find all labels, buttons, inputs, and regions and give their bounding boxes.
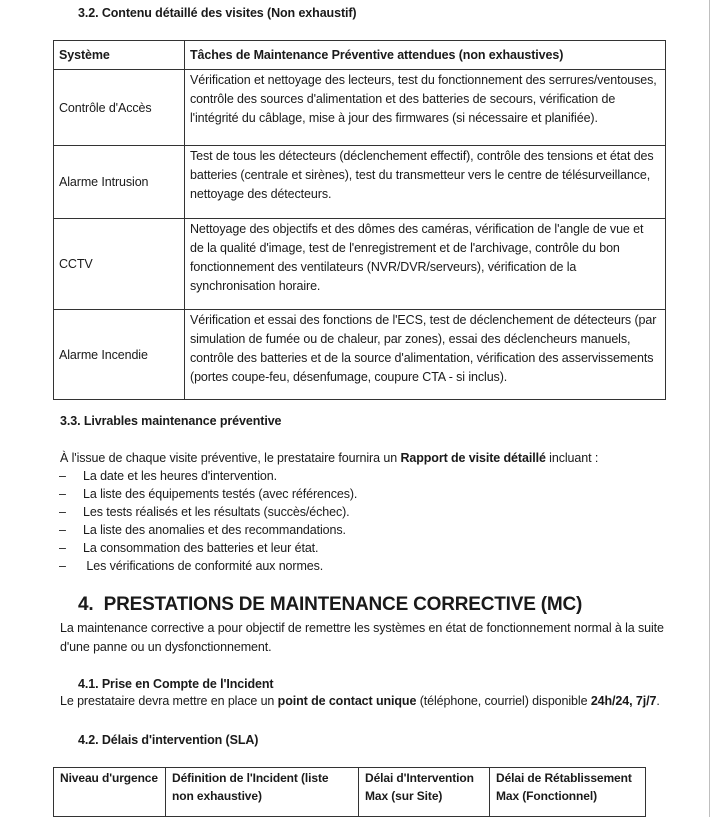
table-row	[54, 146, 666, 219]
sla-table	[53, 767, 646, 817]
dash-bullet: –	[59, 523, 66, 537]
table-row	[54, 219, 666, 310]
intro-text-end: incluant :	[545, 451, 599, 465]
section-4-intro	[60, 619, 664, 657]
dash-bullet: –	[59, 559, 66, 573]
deliverables-list	[59, 467, 357, 575]
row-system: Alarme Intrusion	[54, 146, 185, 219]
header-intervention-delay: Délai d'Intervention Max (sur Site)	[359, 768, 490, 817]
header-tasks: Tâches de Maintenance Préventive attendues (non exhaustives)	[185, 41, 666, 70]
intro-line: La maintenance corrective a pour objectif de remettre les systèmes en état de fonctionnement normal à la suite	[60, 621, 664, 635]
dash-bullet: –	[59, 469, 66, 483]
list-item-text: Les vérifications de conformité aux normes.	[83, 559, 324, 573]
section-3-2-title: 3.2. Contenu détaillé des visites (Non exhaustif)	[78, 6, 357, 20]
list-item	[59, 467, 357, 485]
text-part: Le prestataire devra mettre en place un	[60, 694, 278, 708]
section-4-title: 4. PRESTATIONS DE MAINTENANCE CORRECTIVE (MC)	[78, 594, 583, 615]
section-4-1-text	[60, 692, 660, 711]
header-urgency: Niveau d'urgence	[54, 768, 166, 817]
list-item-text: La liste des équipements testés (avec références).	[83, 487, 358, 501]
deliverables-intro	[60, 449, 598, 468]
row-tasks: Test de tous les détecteurs (déclenchement effectif), contrôle des tensions et état des batteries (centrale et sirènes), test du transmetteur vers le centre de télésurveillance, nettoyage des détecteurs.	[185, 146, 666, 219]
table-row	[54, 70, 666, 146]
row-system: Alarme Incendie	[54, 310, 185, 400]
header-restoration-delay: Délai de Rétablissement Max (Fonctionnel)	[490, 768, 646, 817]
header-system: Système	[54, 41, 185, 70]
row-tasks: Nettoyage des objectifs et des dômes des caméras, vérification de l'angle de vue et de la qualité d'image, test de l'enregistrement et de l'archivage, contrôle du bon fonctionnement des ventilateurs (NVR/DVR/serveurs), vérification de la synchronisation horaire.	[185, 219, 666, 310]
section-3-3-title: 3.3. Livrables maintenance préventive	[60, 414, 282, 428]
row-tasks: Vérification et nettoyage des lecteurs, test du fonctionnement des serrures/ventouses, contrôle des sources d'alimentation et des batteries de secours, vérification de l'intégrité du câblage, mise à jour des firmwares (si nécessaire et planifiée).	[185, 70, 666, 146]
dash-bullet: –	[59, 541, 66, 555]
page-edge-rule	[709, 0, 710, 817]
section-4-1-title: 4.1. Prise en Compte de l'Incident	[78, 677, 274, 691]
row-system: Contrôle d'Accès	[54, 70, 185, 146]
intro-text: À l'issue de chaque visite préventive, le prestataire fournira un	[60, 451, 401, 465]
text-bold: 24h/24, 7j/7	[590, 694, 657, 708]
table-row	[54, 310, 666, 400]
row-system: CCTV	[54, 219, 185, 310]
dash-bullet: –	[59, 505, 66, 519]
preventive-tasks-table	[53, 40, 666, 400]
text-bold: point de contact unique	[277, 694, 417, 708]
list-item-text: La date et les heures d'intervention.	[83, 469, 277, 483]
text-part: (téléphone, courriel) disponible	[416, 694, 591, 708]
intro-bold: Rapport de visite détaillé	[400, 451, 546, 465]
list-item	[59, 521, 357, 539]
list-item	[59, 485, 357, 503]
header-definition: Définition de l'Incident (liste non exhaustive)	[166, 768, 359, 817]
row-tasks: Vérification et essai des fonctions de l'ECS, test de déclenchement de détecteurs (par simulation de fumée ou de chaleur, par zones), essai des déclencheurs manuels, contrôle des batteries et de la source d'alimentation, vérification des asservissements (portes coupe-feu, désenfumage, coupure CTA - si inclus).	[185, 310, 666, 400]
text-part: .	[656, 694, 660, 708]
intro-line: d'une panne ou un dysfonctionnement.	[60, 640, 272, 654]
list-item	[59, 539, 357, 557]
table-header-row	[54, 41, 666, 70]
list-item-text: La consommation des batteries et leur état.	[83, 541, 319, 555]
dash-bullet: –	[59, 487, 66, 501]
list-item	[59, 557, 357, 575]
table-header-row	[54, 768, 646, 817]
list-item-text: Les tests réalisés et les résultats (succès/échec).	[83, 505, 350, 519]
list-item	[59, 503, 357, 521]
list-item-text: La liste des anomalies et des recommandations.	[83, 523, 346, 537]
section-4-2-title: 4.2. Délais d'intervention (SLA)	[78, 733, 259, 747]
